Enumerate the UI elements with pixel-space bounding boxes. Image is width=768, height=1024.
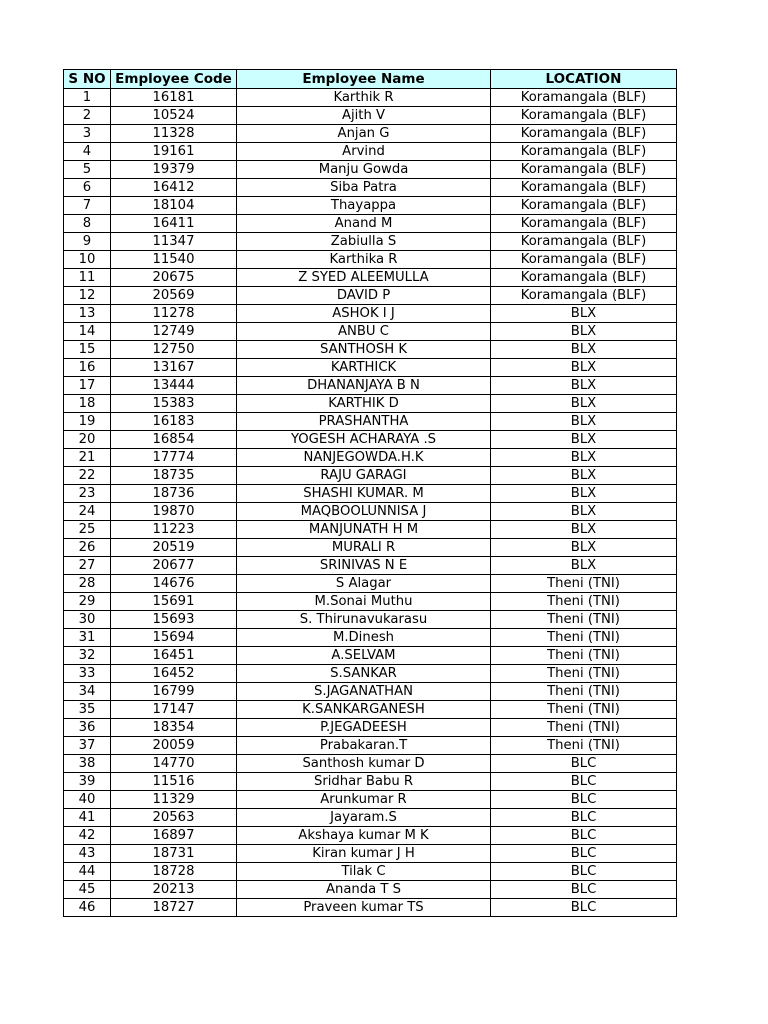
cell-sno: 17	[64, 377, 111, 395]
cell-sno: 18	[64, 395, 111, 413]
cell-location: Koramangala (BLF)	[491, 215, 677, 233]
cell-sno: 4	[64, 143, 111, 161]
table-row	[64, 683, 677, 701]
cell-location: Koramangala (BLF)	[491, 125, 677, 143]
cell-employee-name: Karthika R	[237, 251, 491, 269]
cell-location: Koramangala (BLF)	[491, 89, 677, 107]
header-location: LOCATION	[491, 70, 677, 89]
cell-location: BLC	[491, 899, 677, 917]
cell-employee-code: 15383	[111, 395, 237, 413]
cell-employee-name: MURALI R	[237, 539, 491, 557]
cell-sno: 7	[64, 197, 111, 215]
cell-employee-code: 18104	[111, 197, 237, 215]
cell-location: BLX	[491, 539, 677, 557]
cell-sno: 46	[64, 899, 111, 917]
cell-location: BLC	[491, 791, 677, 809]
cell-sno: 29	[64, 593, 111, 611]
cell-employee-code: 14676	[111, 575, 237, 593]
cell-location: Koramangala (BLF)	[491, 269, 677, 287]
cell-sno: 19	[64, 413, 111, 431]
cell-employee-name: Arvind	[237, 143, 491, 161]
cell-sno: 2	[64, 107, 111, 125]
cell-sno: 23	[64, 485, 111, 503]
table-row	[64, 161, 677, 179]
cell-sno: 5	[64, 161, 111, 179]
cell-employee-name: KARTHIK D	[237, 395, 491, 413]
employee-table	[63, 69, 677, 917]
cell-location: Theni (TNI)	[491, 719, 677, 737]
cell-location: Theni (TNI)	[491, 737, 677, 755]
cell-employee-name: Tilak C	[237, 863, 491, 881]
cell-employee-code: 18736	[111, 485, 237, 503]
table-row	[64, 827, 677, 845]
table-row	[64, 395, 677, 413]
table-row	[64, 809, 677, 827]
table-row	[64, 647, 677, 665]
cell-employee-code: 19870	[111, 503, 237, 521]
cell-sno: 45	[64, 881, 111, 899]
cell-location: BLX	[491, 359, 677, 377]
cell-location: Koramangala (BLF)	[491, 197, 677, 215]
cell-employee-name: S.SANKAR	[237, 665, 491, 683]
cell-employee-name: NANJEGOWDA.H.K	[237, 449, 491, 467]
cell-sno: 42	[64, 827, 111, 845]
table-row	[64, 89, 677, 107]
cell-employee-code: 19379	[111, 161, 237, 179]
cell-employee-code: 17774	[111, 449, 237, 467]
cell-employee-code: 16854	[111, 431, 237, 449]
cell-location: Theni (TNI)	[491, 701, 677, 719]
cell-sno: 13	[64, 305, 111, 323]
cell-location: BLX	[491, 557, 677, 575]
cell-location: BLC	[491, 809, 677, 827]
table-row	[64, 575, 677, 593]
cell-employee-code: 12749	[111, 323, 237, 341]
cell-employee-name: ANBU C	[237, 323, 491, 341]
cell-location: BLX	[491, 485, 677, 503]
cell-employee-name: PRASHANTHA	[237, 413, 491, 431]
cell-employee-name: M.Dinesh	[237, 629, 491, 647]
table-row	[64, 881, 677, 899]
table-row	[64, 449, 677, 467]
cell-location: BLX	[491, 467, 677, 485]
cell-employee-name: Ananda T S	[237, 881, 491, 899]
cell-employee-code: 15693	[111, 611, 237, 629]
cell-location: BLX	[491, 377, 677, 395]
cell-sno: 15	[64, 341, 111, 359]
employee-sheet	[63, 69, 676, 917]
cell-location: Theni (TNI)	[491, 665, 677, 683]
header-sno: S NO	[64, 70, 111, 89]
cell-employee-code: 16451	[111, 647, 237, 665]
cell-employee-code: 11516	[111, 773, 237, 791]
table-row	[64, 557, 677, 575]
table-row	[64, 845, 677, 863]
cell-sno: 11	[64, 269, 111, 287]
table-row	[64, 197, 677, 215]
table-row	[64, 737, 677, 755]
table-row	[64, 467, 677, 485]
cell-employee-name: Jayaram.S	[237, 809, 491, 827]
cell-sno: 32	[64, 647, 111, 665]
cell-employee-code: 15691	[111, 593, 237, 611]
cell-location: Theni (TNI)	[491, 629, 677, 647]
cell-employee-code: 16897	[111, 827, 237, 845]
table-row	[64, 665, 677, 683]
cell-sno: 22	[64, 467, 111, 485]
table-row	[64, 107, 677, 125]
cell-location: BLX	[491, 395, 677, 413]
cell-location: BLC	[491, 827, 677, 845]
cell-sno: 43	[64, 845, 111, 863]
cell-location: Theni (TNI)	[491, 575, 677, 593]
cell-sno: 9	[64, 233, 111, 251]
cell-employee-name: Ajith V	[237, 107, 491, 125]
cell-location: BLC	[491, 845, 677, 863]
cell-employee-code: 11223	[111, 521, 237, 539]
cell-employee-name: MANJUNATH H M	[237, 521, 491, 539]
cell-employee-code: 20059	[111, 737, 237, 755]
cell-employee-code: 16181	[111, 89, 237, 107]
cell-employee-name: Praveen kumar TS	[237, 899, 491, 917]
table-row	[64, 701, 677, 719]
cell-location: BLC	[491, 863, 677, 881]
table-row	[64, 629, 677, 647]
cell-sno: 21	[64, 449, 111, 467]
table-row	[64, 179, 677, 197]
cell-location: BLX	[491, 413, 677, 431]
cell-sno: 28	[64, 575, 111, 593]
table-row	[64, 215, 677, 233]
cell-employee-name: MAQBOOLUNNISA J	[237, 503, 491, 521]
cell-sno: 38	[64, 755, 111, 773]
table-row	[64, 269, 677, 287]
cell-employee-code: 20569	[111, 287, 237, 305]
cell-sno: 37	[64, 737, 111, 755]
cell-employee-name: Prabakaran.T	[237, 737, 491, 755]
cell-location: BLC	[491, 881, 677, 899]
cell-employee-code: 10524	[111, 107, 237, 125]
cell-location: Koramangala (BLF)	[491, 107, 677, 125]
cell-employee-code: 16799	[111, 683, 237, 701]
cell-sno: 8	[64, 215, 111, 233]
cell-location: BLX	[491, 449, 677, 467]
cell-employee-code: 16411	[111, 215, 237, 233]
cell-employee-name: Santhosh kumar D	[237, 755, 491, 773]
table-row	[64, 773, 677, 791]
cell-location: BLX	[491, 323, 677, 341]
cell-sno: 6	[64, 179, 111, 197]
cell-sno: 10	[64, 251, 111, 269]
cell-employee-name: S Alagar	[237, 575, 491, 593]
table-body	[64, 89, 677, 917]
cell-employee-name: Anand M	[237, 215, 491, 233]
cell-sno: 39	[64, 773, 111, 791]
table-row	[64, 593, 677, 611]
cell-sno: 31	[64, 629, 111, 647]
cell-sno: 36	[64, 719, 111, 737]
cell-employee-code: 20677	[111, 557, 237, 575]
cell-employee-name: YOGESH ACHARAYA .S	[237, 431, 491, 449]
table-row	[64, 413, 677, 431]
cell-employee-name: Kiran kumar J H	[237, 845, 491, 863]
table-row	[64, 143, 677, 161]
cell-employee-name: Zabiulla S	[237, 233, 491, 251]
table-row	[64, 863, 677, 881]
cell-employee-code: 18354	[111, 719, 237, 737]
cell-employee-name: Arunkumar R	[237, 791, 491, 809]
cell-employee-name: Z SYED ALEEMULLA	[237, 269, 491, 287]
cell-employee-code: 16183	[111, 413, 237, 431]
table-row	[64, 305, 677, 323]
cell-employee-name: KARTHICK	[237, 359, 491, 377]
cell-employee-code: 13444	[111, 377, 237, 395]
cell-employee-name: Thayappa	[237, 197, 491, 215]
cell-sno: 3	[64, 125, 111, 143]
header-employee-name: Employee Name	[237, 70, 491, 89]
table-row	[64, 431, 677, 449]
cell-employee-code: 16412	[111, 179, 237, 197]
table-row	[64, 719, 677, 737]
cell-location: Koramangala (BLF)	[491, 143, 677, 161]
cell-sno: 27	[64, 557, 111, 575]
cell-employee-code: 11278	[111, 305, 237, 323]
cell-sno: 26	[64, 539, 111, 557]
cell-employee-code: 20519	[111, 539, 237, 557]
cell-sno: 30	[64, 611, 111, 629]
cell-employee-code: 11329	[111, 791, 237, 809]
table-row	[64, 611, 677, 629]
cell-employee-name: SHASHI KUMAR. M	[237, 485, 491, 503]
header-row	[64, 70, 677, 89]
cell-employee-code: 20563	[111, 809, 237, 827]
cell-employee-code: 18728	[111, 863, 237, 881]
cell-sno: 34	[64, 683, 111, 701]
cell-location: Koramangala (BLF)	[491, 233, 677, 251]
table-row	[64, 485, 677, 503]
cell-location: Koramangala (BLF)	[491, 287, 677, 305]
cell-employee-code: 19161	[111, 143, 237, 161]
cell-employee-code: 11328	[111, 125, 237, 143]
cell-employee-code: 18727	[111, 899, 237, 917]
cell-sno: 44	[64, 863, 111, 881]
header-employee-code: Employee Code	[111, 70, 237, 89]
cell-employee-name: K.SANKARGANESH	[237, 701, 491, 719]
cell-location: Koramangala (BLF)	[491, 179, 677, 197]
table-row	[64, 755, 677, 773]
cell-employee-code: 17147	[111, 701, 237, 719]
cell-location: BLX	[491, 305, 677, 323]
cell-location: Theni (TNI)	[491, 683, 677, 701]
cell-location: Theni (TNI)	[491, 647, 677, 665]
cell-sno: 33	[64, 665, 111, 683]
cell-sno: 35	[64, 701, 111, 719]
cell-sno: 12	[64, 287, 111, 305]
cell-sno: 1	[64, 89, 111, 107]
cell-employee-name: A.SELVAM	[237, 647, 491, 665]
cell-location: BLC	[491, 755, 677, 773]
cell-sno: 16	[64, 359, 111, 377]
table-row	[64, 125, 677, 143]
cell-employee-name: Siba Patra	[237, 179, 491, 197]
cell-employee-name: DAVID P	[237, 287, 491, 305]
cell-sno: 24	[64, 503, 111, 521]
cell-employee-code: 18731	[111, 845, 237, 863]
table-row	[64, 359, 677, 377]
cell-employee-name: Sridhar Babu R	[237, 773, 491, 791]
cell-employee-code: 16452	[111, 665, 237, 683]
table-row	[64, 539, 677, 557]
cell-employee-code: 12750	[111, 341, 237, 359]
cell-employee-name: M.Sonai Muthu	[237, 593, 491, 611]
cell-location: BLX	[491, 521, 677, 539]
cell-location: Theni (TNI)	[491, 611, 677, 629]
cell-sno: 20	[64, 431, 111, 449]
table-row	[64, 791, 677, 809]
table-row	[64, 503, 677, 521]
cell-employee-code: 13167	[111, 359, 237, 377]
table-row	[64, 287, 677, 305]
cell-employee-name: DHANANJAYA B N	[237, 377, 491, 395]
cell-sno: 40	[64, 791, 111, 809]
cell-employee-name: SANTHOSH K	[237, 341, 491, 359]
table-row	[64, 341, 677, 359]
cell-location: BLX	[491, 431, 677, 449]
cell-employee-code: 20675	[111, 269, 237, 287]
cell-employee-name: Karthik R	[237, 89, 491, 107]
cell-employee-name: Manju Gowda	[237, 161, 491, 179]
cell-sno: 41	[64, 809, 111, 827]
cell-location: BLX	[491, 341, 677, 359]
cell-sno: 25	[64, 521, 111, 539]
cell-sno: 14	[64, 323, 111, 341]
table-row	[64, 323, 677, 341]
cell-employee-code: 14770	[111, 755, 237, 773]
cell-employee-code: 11540	[111, 251, 237, 269]
table-row	[64, 233, 677, 251]
table-row	[64, 377, 677, 395]
cell-employee-name: SRINIVAS N E	[237, 557, 491, 575]
cell-location: BLX	[491, 503, 677, 521]
cell-employee-name: P.JEGADEESH	[237, 719, 491, 737]
cell-employee-name: RAJU GARAGI	[237, 467, 491, 485]
cell-employee-code: 15694	[111, 629, 237, 647]
cell-employee-code: 11347	[111, 233, 237, 251]
cell-location: BLC	[491, 773, 677, 791]
cell-employee-code: 18735	[111, 467, 237, 485]
cell-employee-code: 20213	[111, 881, 237, 899]
cell-employee-name: ASHOK I J	[237, 305, 491, 323]
table-row	[64, 899, 677, 917]
cell-employee-name: S.JAGANATHAN	[237, 683, 491, 701]
cell-employee-name: S. Thirunavukarasu	[237, 611, 491, 629]
cell-location: Koramangala (BLF)	[491, 251, 677, 269]
table-row	[64, 251, 677, 269]
table-row	[64, 521, 677, 539]
cell-employee-name: Akshaya kumar M K	[237, 827, 491, 845]
cell-location: Theni (TNI)	[491, 593, 677, 611]
cell-location: Koramangala (BLF)	[491, 161, 677, 179]
cell-employee-name: Anjan G	[237, 125, 491, 143]
